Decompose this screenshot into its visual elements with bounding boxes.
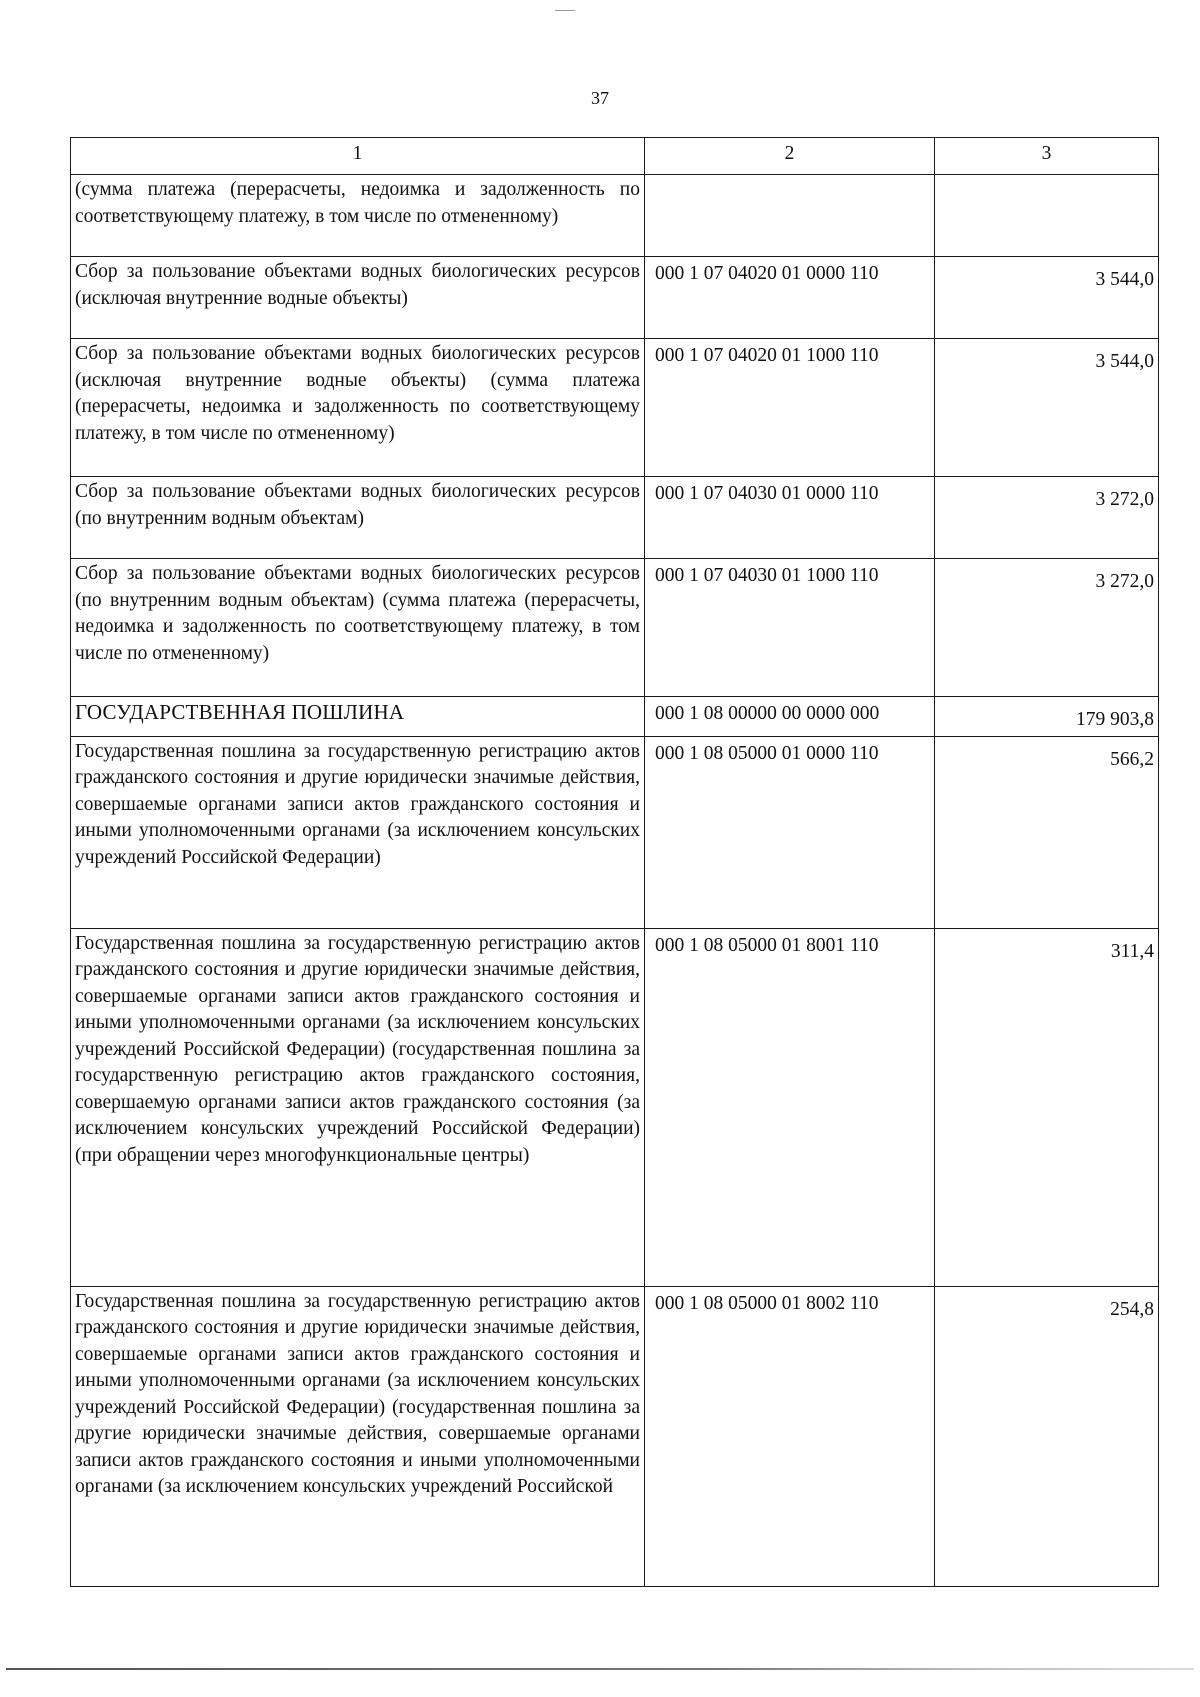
- row-amount: 3 544,0: [935, 257, 1159, 339]
- table-row: [71, 175, 1159, 257]
- row-amount: [935, 175, 1159, 257]
- table-row: [71, 1286, 1159, 1586]
- row-code: 000 1 08 05000 01 8001 110: [645, 928, 935, 1286]
- row-description: Государственная пошлина за государственную регистрацию актов гражданского состояния и другие юридически значимые действия, совершаемые органами записи актов гражданского состояния и иными уполномоченными органами (за исключением консульских учреждений Российской Федерации) (государственная пошлина за другие юридически значимые действия, совершаемые органами записи актов гражданского состояния и иными уполномоченными органами (за исключением консульских учреждений Российской: [71, 1286, 645, 1586]
- row-code: 000 1 08 05000 01 0000 110: [645, 736, 935, 928]
- table-header-row: [71, 138, 1159, 175]
- page-bottom-rule: [6, 1668, 1194, 1670]
- row-code: [645, 175, 935, 257]
- table-row: [71, 477, 1159, 559]
- row-amount: 566,2: [935, 736, 1159, 928]
- row-code: 000 1 07 04020 01 1000 110: [645, 339, 935, 477]
- row-description: (сумма платежа (перерасчеты, недоимка и задолженность по соответствующему платежу, в том числе по отмененному): [71, 175, 645, 257]
- page-number: 37: [591, 88, 609, 108]
- row-amount: 3 272,0: [935, 559, 1159, 697]
- row-description: Сбор за пользование объектами водных биологических ресурсов (исключая внутренние водные объекты): [71, 257, 645, 339]
- row-code: 000 1 08 00000 00 0000 000: [645, 697, 935, 737]
- row-description: Сбор за пользование объектами водных биологических ресурсов (по внутренним водным объектам) (сумма платежа (перерасчеты, недоимка и задолженность по соответствующему платежу, в том числе по отмененному): [71, 559, 645, 697]
- row-amount: 254,8: [935, 1286, 1159, 1586]
- section-title: ГОСУДАРСТВЕННАЯ ПОШЛИНА: [71, 697, 645, 737]
- column-header-amount: 3: [935, 138, 1159, 175]
- revenue-table: [70, 137, 1159, 1587]
- row-amount: 179 903,8: [935, 697, 1159, 737]
- row-amount: 3 272,0: [935, 477, 1159, 559]
- row-code: 000 1 07 04030 01 1000 110: [645, 559, 935, 697]
- row-description: Государственная пошлина за государственную регистрацию актов гражданского состояния и другие юридически значимые действия, совершаемые органами записи актов гражданского состояния и иными уполномоченными органами (за исключением консульских учреждений Российской Федерации) (государственная пошлина за государственную регистрацию актов гражданского состояния, совершаемую органами записи актов гражданского состояния (за исключением консульских учреждений Российской Федерации) (при обращении через многофункциональные центры): [71, 928, 645, 1286]
- row-description: Сбор за пользование объектами водных биологических ресурсов (исключая внутренние водные объекты) (сумма платежа (перерасчеты, недоимка и задолженность по соответствующему платежу, в том числе по отмененному): [71, 339, 645, 477]
- table-row: [71, 928, 1159, 1286]
- row-code: 000 1 07 04020 01 0000 110: [645, 257, 935, 339]
- column-header-description: 1: [71, 138, 645, 175]
- column-header-code: 2: [645, 138, 935, 175]
- table-row-section-title: [71, 697, 1159, 737]
- table-row: [71, 257, 1159, 339]
- row-amount: 3 544,0: [935, 339, 1159, 477]
- row-description: Государственная пошлина за государственную регистрацию актов гражданского состояния и другие юридически значимые действия, совершаемые органами записи актов гражданского состояния и иными уполномоченными органами (за исключением консульских учреждений Российской Федерации): [71, 736, 645, 928]
- table-row: [71, 339, 1159, 477]
- row-code: 000 1 07 04030 01 0000 110: [645, 477, 935, 559]
- scan-artifact: [555, 10, 575, 11]
- table-row: [71, 559, 1159, 697]
- row-description: Сбор за пользование объектами водных биологических ресурсов (по внутренним водным объектам): [71, 477, 645, 559]
- row-amount: 311,4: [935, 928, 1159, 1286]
- table-row: [71, 736, 1159, 928]
- row-code: 000 1 08 05000 01 8002 110: [645, 1286, 935, 1586]
